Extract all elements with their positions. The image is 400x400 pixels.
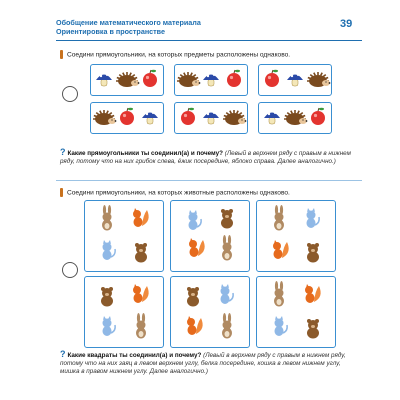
task1-rectangle[interactable] <box>90 64 164 96</box>
hare-icon <box>222 313 232 339</box>
mushroom-icon <box>203 112 219 124</box>
bear-icon <box>221 209 233 229</box>
mushroom-icon <box>203 74 219 86</box>
cat-icon <box>307 208 320 228</box>
section-divider <box>56 180 362 181</box>
ring-icon <box>62 86 78 102</box>
task1-rectangle[interactable] <box>258 102 332 134</box>
apple-icon <box>265 70 279 87</box>
bear-icon <box>135 243 147 263</box>
pencil-icon <box>60 50 63 59</box>
hare-icon <box>274 281 284 307</box>
task1-rectangle[interactable] <box>174 64 248 96</box>
task2-square[interactable] <box>84 276 164 348</box>
hare-icon <box>136 313 146 339</box>
hare-icon <box>222 235 232 261</box>
bear-icon <box>307 319 319 339</box>
mushroom-icon <box>264 112 280 124</box>
task1-question-text: Какие прямоугольники ты соединил(а) и почему? <box>67 150 223 157</box>
question-mark-icon: ? <box>60 349 66 359</box>
apple-icon <box>227 70 241 87</box>
task2-question <box>60 350 360 376</box>
bear-icon <box>307 243 319 263</box>
squirrel-icon <box>305 284 321 303</box>
apple-icon <box>181 108 195 125</box>
task2-square[interactable] <box>84 200 164 272</box>
header-line-1: Обобщение математического материала <box>56 18 201 27</box>
cat-icon <box>189 210 202 230</box>
task2-square[interactable] <box>170 276 250 348</box>
ring-icon <box>62 262 78 278</box>
bear-icon <box>187 287 199 307</box>
squirrel-icon <box>189 238 205 257</box>
task1-instruction-text: Соедини прямоугольники, на которых предметы расположены однаково. <box>67 51 291 59</box>
hedgehog-icon <box>93 110 116 125</box>
hare-icon <box>102 205 112 231</box>
squirrel-icon <box>273 240 289 259</box>
task1-instruction <box>60 50 290 59</box>
task2-square[interactable] <box>170 200 250 272</box>
task1-question <box>60 148 360 166</box>
task2-answer-text: (Левый в верхнем ряду с правым в нижнем ряду, потому что на них заяц в левом верхнем углу, белка посередине, кошка в левом нижнем углу, мишка в правом нижнем углу. Далее аналогично.) <box>60 352 346 375</box>
cat-icon <box>103 240 116 260</box>
task2-instruction <box>60 188 290 197</box>
header-divider <box>56 40 362 41</box>
apple-icon <box>120 108 134 125</box>
bear-icon <box>101 287 113 307</box>
mushroom-icon <box>142 112 158 124</box>
page-number: 39 <box>340 18 353 30</box>
hedgehog-icon <box>284 110 307 125</box>
cat-icon <box>103 316 116 336</box>
hare-icon <box>274 205 284 231</box>
task2-square[interactable] <box>256 276 336 348</box>
squirrel-icon <box>187 316 203 335</box>
task1-rectangle[interactable] <box>90 102 164 134</box>
task1-rectangle[interactable] <box>174 102 248 134</box>
cat-icon <box>275 316 288 336</box>
section-header <box>56 18 201 36</box>
cat-icon <box>221 284 234 304</box>
header-line-2: Ориентировка в пространстве <box>56 27 165 36</box>
apple-icon <box>311 108 325 125</box>
pencil-icon <box>60 188 63 197</box>
squirrel-icon <box>133 208 149 227</box>
task2-instruction-text: Соедини прямоугольники, на которых животные расположены однаково. <box>67 189 290 197</box>
mushroom-icon <box>96 74 112 86</box>
mushroom-icon <box>287 74 303 86</box>
hedgehog-icon <box>177 72 200 87</box>
squirrel-icon <box>133 284 149 303</box>
task1-answer-text: (Левый в верхнем ряду с правым в нижнем ряду, потому что на них грибок слева, ёжик посередине, яблоко справа. Далее аналогично.) <box>60 150 351 165</box>
task2-square[interactable] <box>256 200 336 272</box>
question-mark-icon: ? <box>60 147 66 157</box>
hedgehog-icon <box>116 72 139 87</box>
task1-rectangle[interactable] <box>258 64 332 96</box>
apple-icon <box>143 70 157 87</box>
hedgehog-icon <box>223 110 246 125</box>
task2-question-text: Какие квадраты ты соединил(а) и почему? <box>67 352 202 359</box>
hedgehog-icon <box>307 72 330 87</box>
